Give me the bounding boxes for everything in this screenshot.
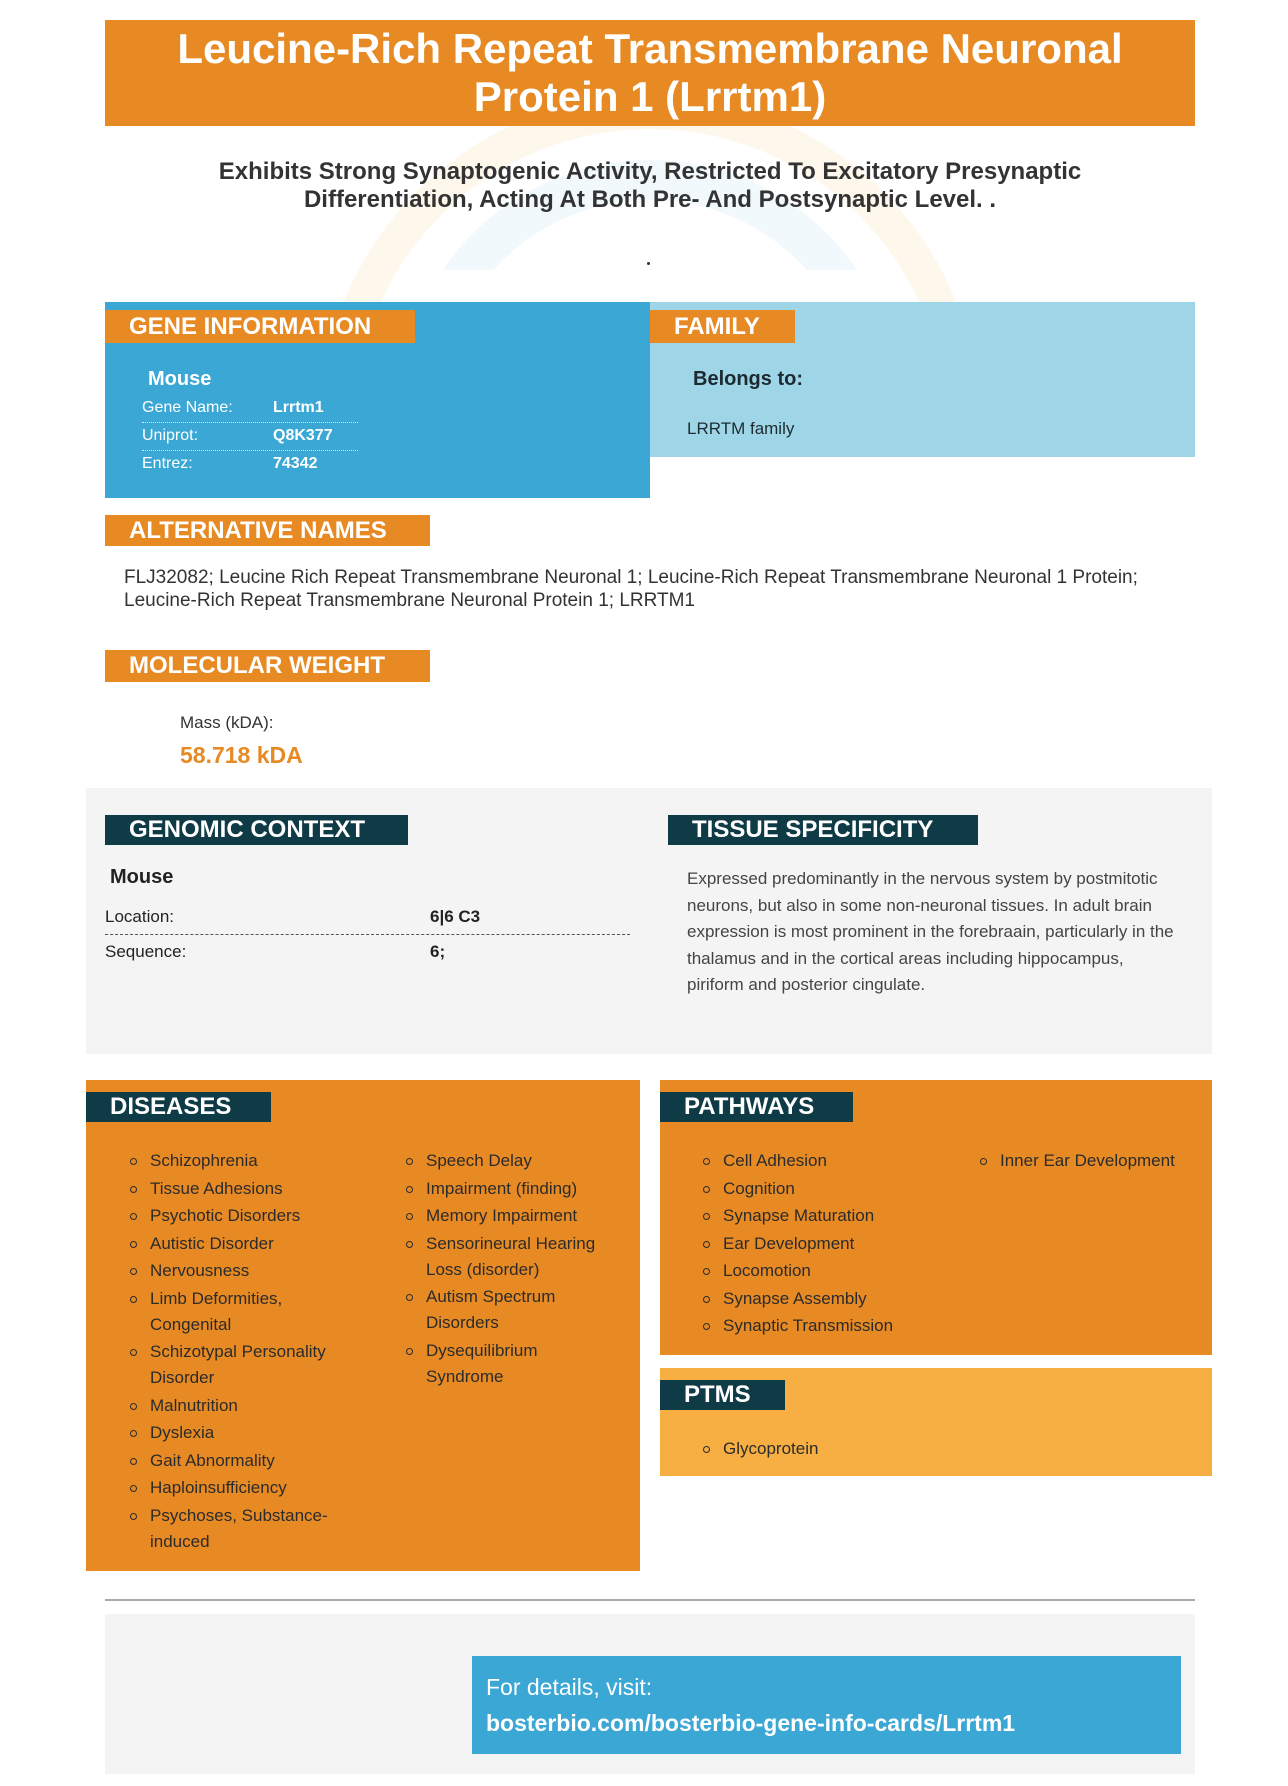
- alternative-names-heading: ALTERNATIVE NAMES: [105, 515, 430, 546]
- genomic-row: [105, 935, 630, 969]
- gene-information-heading: GENE INFORMATION: [105, 310, 415, 343]
- details-link[interactable]: bosterbio.com/bosterbio-gene-info-cards/Lrrtm1: [486, 1710, 1016, 1736]
- genomic-row-label: Location:: [105, 907, 174, 926]
- genomic-context-heading: GENOMIC CONTEXT: [105, 815, 408, 845]
- gene-species: Mouse: [148, 368, 212, 390]
- gene-row: [142, 422, 358, 451]
- genomic-row-value: 6|6 C3: [430, 907, 481, 926]
- page-title: [105, 20, 1195, 126]
- list-item: Autism Spectrum Disorders: [406, 1284, 616, 1336]
- family-value: LRRTM family: [687, 419, 795, 438]
- mass-value: 58.718 kDA: [180, 742, 303, 768]
- subtitle-line-2: Differentiation, Acting At Both Pre- And Postsynaptic Level. .: [303, 186, 997, 213]
- molecular-weight-heading: MOLECULAR WEIGHT: [105, 650, 430, 682]
- separator-dot: [647, 262, 650, 265]
- list-item: Cell Adhesion: [703, 1148, 943, 1174]
- pathways-list-col1: [703, 1148, 943, 1341]
- alternative-names-text: FLJ32082; Leucine Rich Repeat Transmembrane Neuronal 1; Leucine-Rich Repeat Transmembrane Neuronal 1 Protein; Leucine-Rich Repeat Transmembrane Neuronal Protein 1; LRRTM1: [124, 567, 1138, 611]
- title-line-2: Protein 1 (Lrrtm1): [473, 73, 827, 120]
- gene-row-label: Entrez:: [142, 455, 193, 472]
- list-item: Synapse Maturation: [703, 1203, 943, 1229]
- list-item: Psychoses, Substance-induced: [130, 1503, 350, 1555]
- gene-row-label: Gene Name:: [142, 399, 233, 416]
- genomic-row-label: Sequence:: [105, 942, 187, 961]
- list-item: Glycoprotein: [703, 1436, 1003, 1462]
- list-item: Synapse Assembly: [703, 1286, 943, 1312]
- pathways-heading: PATHWAYS: [660, 1092, 853, 1122]
- genomic-species: Mouse: [110, 866, 174, 888]
- list-item: Gait Abnormality: [130, 1448, 350, 1474]
- gene-row-value: Q8K377: [273, 427, 333, 444]
- list-item: Limb Deformities, Congenital: [130, 1286, 350, 1338]
- gene-row: [142, 394, 358, 423]
- list-item: Inner Ear Development: [980, 1148, 1190, 1174]
- gene-row-value: 74342: [273, 455, 318, 472]
- list-item: Memory Impairment: [406, 1203, 616, 1229]
- family-belongs-label: Belongs to:: [693, 368, 803, 390]
- title-line-1: Leucine-Rich Repeat Transmembrane Neuronal: [177, 25, 1123, 72]
- gene-row: [142, 450, 358, 478]
- list-item: Dyslexia: [130, 1420, 350, 1446]
- list-item: Schizophrenia: [130, 1148, 350, 1174]
- ptms-heading: PTMS: [660, 1380, 785, 1410]
- subtitle-line-1: Exhibits Strong Synaptogenic Activity, Restricted To Excitatory Presynaptic: [218, 158, 1082, 185]
- list-item: Haploinsufficiency: [130, 1475, 350, 1501]
- mass-label: Mass (kDA):: [180, 713, 274, 732]
- list-item: Cognition: [703, 1176, 943, 1202]
- details-link-box[interactable]: [472, 1656, 1181, 1754]
- list-item: Ear Development: [703, 1231, 943, 1257]
- list-item: Malnutrition: [130, 1393, 350, 1419]
- list-item: Nervousness: [130, 1258, 350, 1284]
- list-item: Impairment (finding): [406, 1176, 616, 1202]
- diseases-list-col2: [406, 1148, 616, 1391]
- gene-row-label: Uniprot:: [142, 427, 199, 444]
- tissue-specificity-text: Expressed predominantly in the nervous system by postmitotic neurons, but also in some non-neuronal tissues. In adult brain expression is most prominent in the forebraain, particularly in the thalamus and in the cortical areas including hippocampus, piriform and posterior cingulate.: [687, 869, 1174, 994]
- details-label: For details, visit:: [486, 1674, 653, 1700]
- list-item: Autistic Disorder: [130, 1231, 350, 1257]
- list-item: Dysequilibrium Syndrome: [406, 1338, 616, 1390]
- family-heading: FAMILY: [650, 310, 795, 343]
- list-item: Locomotion: [703, 1258, 943, 1284]
- list-item: Synaptic Transmission: [703, 1313, 943, 1339]
- list-item: Schizotypal Personality Disorder: [130, 1339, 350, 1391]
- gene-row-value: Lrrtm1: [273, 399, 324, 416]
- diseases-list-col1: [130, 1148, 350, 1556]
- ptms-list: [703, 1436, 1003, 1464]
- genomic-row: [105, 900, 630, 935]
- footer-divider: [105, 1599, 1195, 1601]
- pathways-list-col2: [980, 1148, 1190, 1176]
- list-item: Tissue Adhesions: [130, 1176, 350, 1202]
- list-item: Sensorineural Hearing Loss (disorder): [406, 1231, 616, 1283]
- page-subtitle: [150, 158, 1150, 214]
- tissue-specificity-heading: TISSUE SPECIFICITY: [668, 815, 978, 845]
- diseases-heading: DISEASES: [86, 1092, 271, 1122]
- list-item: Psychotic Disorders: [130, 1203, 350, 1229]
- list-item: Speech Delay: [406, 1148, 616, 1174]
- genomic-row-value: 6;: [430, 942, 446, 961]
